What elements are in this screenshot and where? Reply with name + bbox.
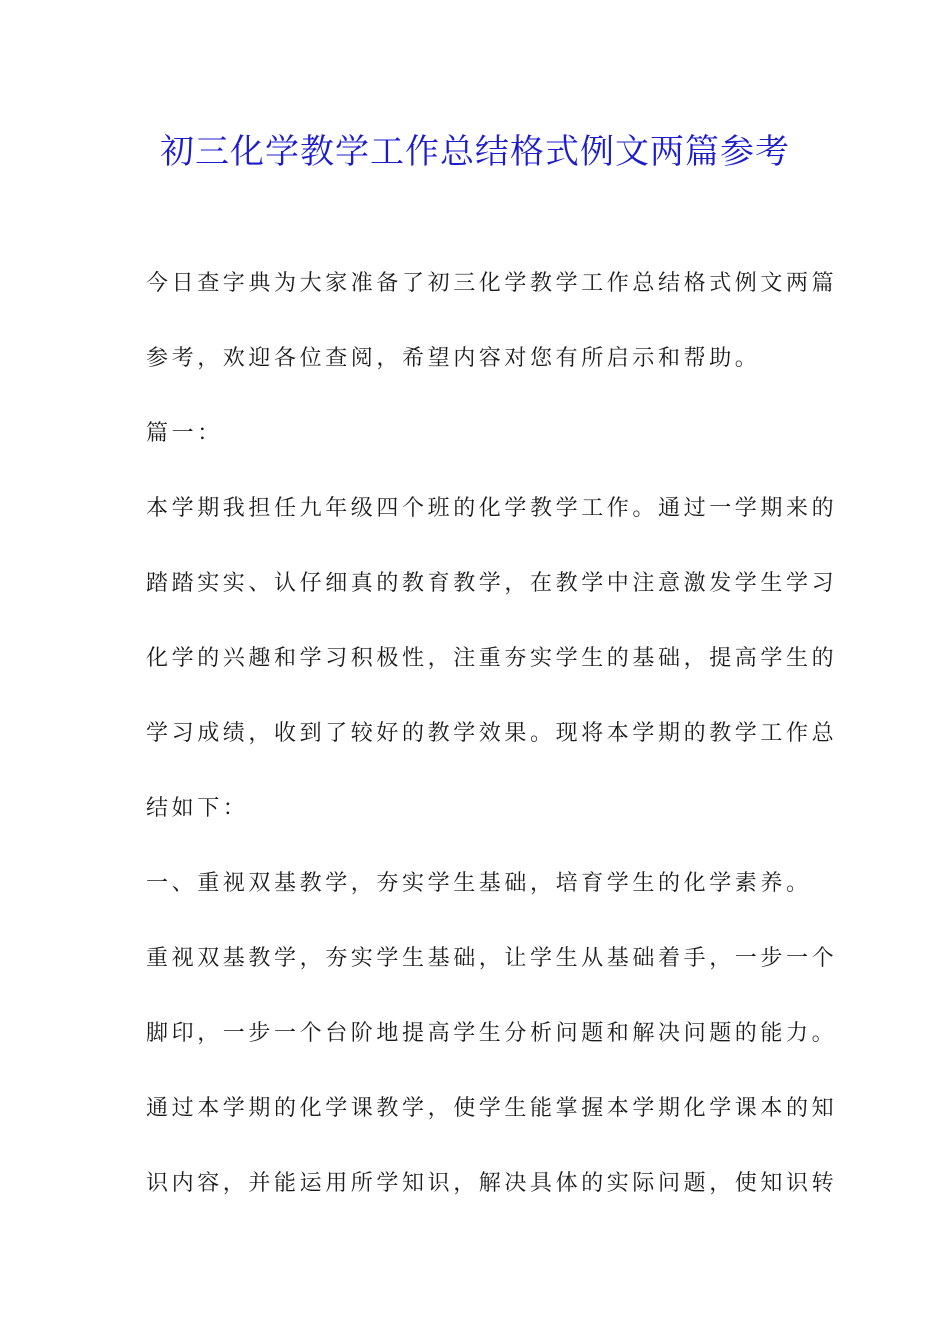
text-line: 结如下： bbox=[146, 796, 249, 821]
text-line: 化学的兴趣和学习积极性，注重夯实学生的基础，提高学生的 bbox=[146, 646, 838, 671]
text-line: 今日查字典为大家准备了初三化学教学工作总结格式例文两篇 bbox=[146, 271, 838, 296]
text-line: 参考，欢迎各位查阅，希望内容对您有所启示和帮助。 bbox=[146, 346, 761, 371]
text-line: 本学期我担任九年级四个班的化学教学工作。通过一学期来的 bbox=[146, 496, 838, 521]
text-line: 脚印，一步一个台阶地提高学生分析问题和解决问题的能力。 bbox=[146, 1021, 838, 1046]
text-line: 通过本学期的化学课教学，使学生能掌握本学期化学课本的知 bbox=[146, 1096, 838, 1121]
subsection-heading: 一、重视双基教学，夯实学生基础，培育学生的化学素养。 bbox=[146, 871, 812, 896]
text-line: 识内容，并能运用所学知识，解决具体的实际问题，使知识转 bbox=[146, 1171, 838, 1196]
text-line: 重视双基教学，夯实学生基础，让学生从基础着手，一步一个 bbox=[146, 946, 838, 971]
section-heading: 篇一： bbox=[146, 421, 223, 446]
text-line: 踏踏实实、认仔细真的教育教学，在教学中注意激发学生学习 bbox=[146, 571, 838, 596]
text-line: 学习成绩，收到了较好的教学效果。现将本学期的教学工作总 bbox=[146, 721, 838, 746]
document-title: 初三化学教学工作总结格式例文两篇参考 bbox=[160, 132, 790, 172]
